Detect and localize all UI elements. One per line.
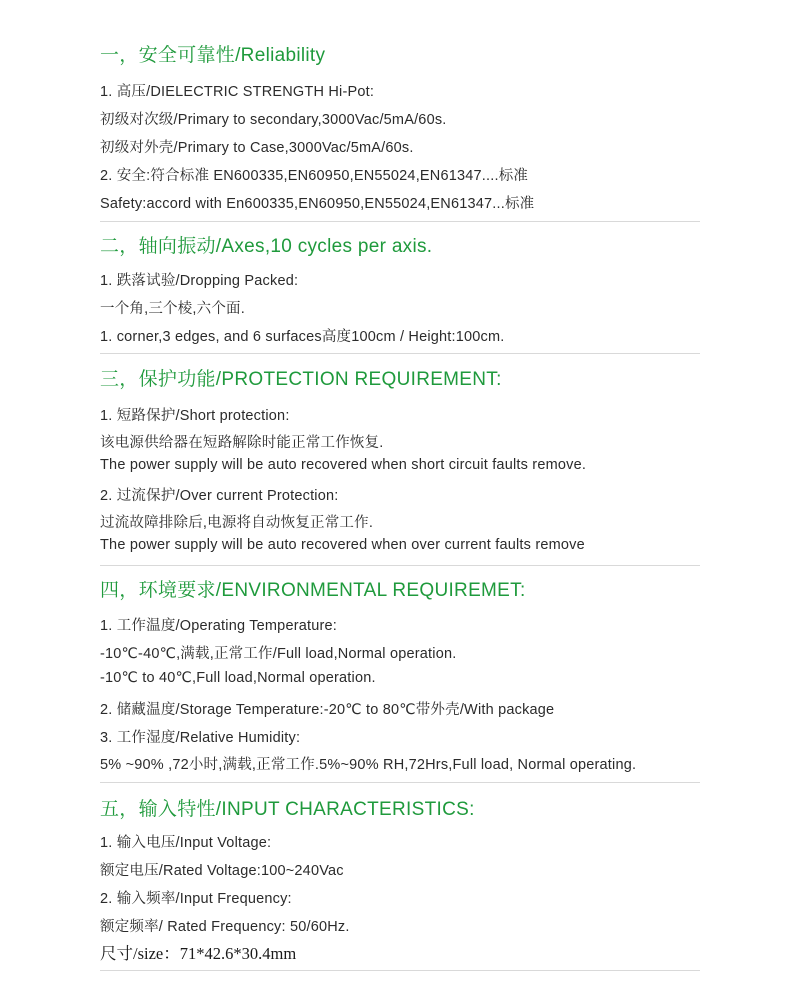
spec-line: Safety:accord with En600335,EN60950,EN55024,EN61347...标准 xyxy=(100,196,535,212)
spec-line: 5% ~90% ,72小时,满载,正常工作.5%~90% RH,72Hrs,Full load, Normal operating. xyxy=(100,757,637,773)
spec-line: 1. 高压/DIELECTRIC STRENGTH Hi-Pot: xyxy=(100,84,375,100)
section-heading: 四，环境要求/ENVIRONMENTAL REQUIREMET: xyxy=(100,580,526,601)
spec-line: 1. corner,3 edges, and 6 surfaces高度100cm / Height:100cm. xyxy=(100,329,505,345)
spec-line: 3. 工作湿度/Relative Humidity: xyxy=(100,730,301,746)
spec-line: 2. 过流保护/Over current Protection: xyxy=(100,488,339,504)
spec-line: 1. 短路保护/Short protection: xyxy=(100,408,290,424)
section-divider xyxy=(100,782,700,783)
spec-line: The power supply will be auto recovered when short circuit faults remove. xyxy=(100,457,587,473)
spec-line: 额定电压/Rated Voltage:100~240Vac xyxy=(100,863,344,879)
spec-line: 1. 跌落试验/Dropping Packed: xyxy=(100,273,299,289)
spec-line: 额定频率/ Rated Frequency: 50/60Hz. xyxy=(100,919,350,935)
spec-line: 一个角,三个棱,六个面. xyxy=(100,301,245,317)
spec-line: 该电源供给器在短路解除时能正常工作恢复. xyxy=(100,435,384,451)
spec-line: 过流故障排除后,电源将自动恢复正常工作. xyxy=(100,515,374,531)
section-heading: 三，保护功能/PROTECTION REQUIREMENT: xyxy=(100,369,502,390)
spec-line: 1. 工作温度/Operating Temperature: xyxy=(100,618,338,634)
spec-line: 2. 输入频率/Input Frequency: xyxy=(100,891,292,907)
spec-line: -10℃-40℃,满载,正常工作/Full load,Normal operation. xyxy=(100,646,457,662)
section-divider xyxy=(100,353,700,354)
spec-line: 初级对次级/Primary to secondary,3000Vac/5mA/60s. xyxy=(100,112,447,128)
section-divider xyxy=(100,970,700,971)
spec-line: 1. 输入电压/Input Voltage: xyxy=(100,835,272,851)
product-size: 尺寸/size：71*42.6*30.4mm xyxy=(100,944,297,963)
section-heading: 五，输入特性/INPUT CHARACTERISTICS: xyxy=(100,799,475,820)
spec-line: 2. 储藏温度/Storage Temperature:-20℃ to 80℃带外壳/With package xyxy=(100,702,555,718)
spec-line: 2. 安全:符合标准 EN600335,EN60950,EN55024,EN61347....标准 xyxy=(100,168,529,184)
spec-line: 初级对外壳/Primary to Case,3000Vac/5mA/60s. xyxy=(100,140,414,156)
section-divider xyxy=(100,565,700,566)
section-heading: 一，安全可靠性/Reliability xyxy=(100,45,326,66)
section-heading: 二，轴向振动/Axes,10 cycles per axis. xyxy=(100,236,433,257)
spec-line: -10℃ to 40℃,Full load,Normal operation. xyxy=(100,670,376,686)
section-divider xyxy=(100,221,700,222)
spec-line: The power supply will be auto recovered when over current faults remove xyxy=(100,537,585,553)
